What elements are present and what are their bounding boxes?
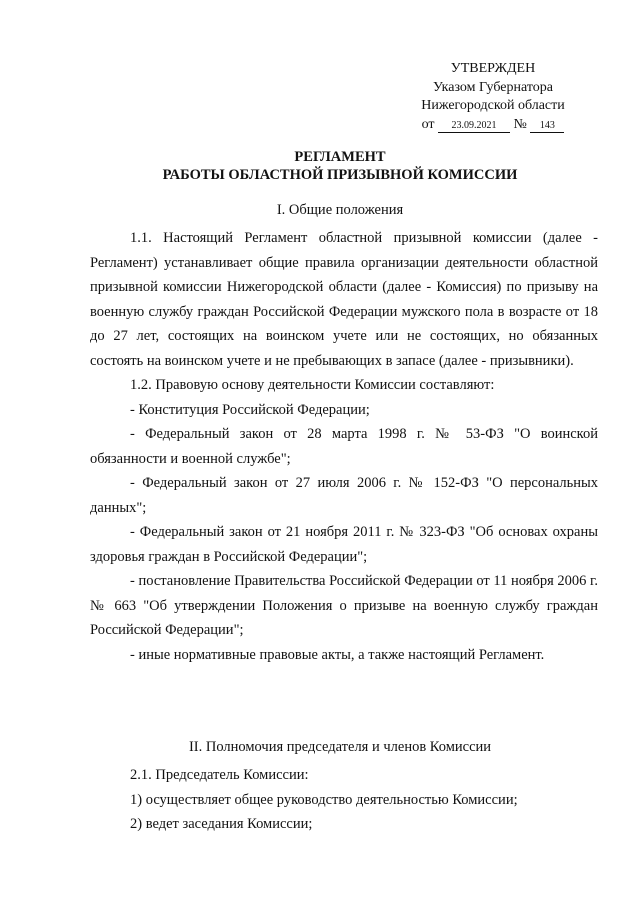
section1-body — [90, 226, 598, 667]
paragraph-2-1: 2.1. Председатель Комиссии: — [130, 767, 309, 783]
document-title: РЕГЛАМЕНТ — [294, 149, 386, 165]
approval-from-label: от — [421, 116, 435, 132]
list-item-constitution: - Конституция Российской Федерации; — [130, 401, 370, 418]
list-item-general-management: 1) осуществляет общее руководство деятельностью Комиссии; — [130, 791, 518, 808]
approval-number: 143 — [530, 120, 564, 133]
approval-line-approved: УТВЕРЖДЕН — [450, 61, 536, 76]
list-item-law-53: - Федеральный закон от 28 марта 1998 г. № 53-ФЗ "О воинской обязанности и военной службе"; — [90, 426, 598, 467]
section2-heading: II. Полномочия председателя и членов Комиссии — [188, 739, 492, 755]
list-item-other-acts: - иные нормативные правовые акты, а также настоящий Регламент. — [130, 646, 545, 663]
approval-line-decree: Указом Губернатора — [432, 79, 554, 95]
approval-line-region: Нижегородской области — [421, 98, 565, 113]
approval-stamp — [398, 60, 588, 134]
paragraph-1-1: 1.1. Настоящий Регламент областной призывной комиссии (далее - Регламент) устанавливает общие правила организации деятельности областной призывной комиссии Нижегородской области (далее - Комиссия) по призыву на военную службу граждан Российской Федерации мужского пола в возрасте от 18 до 27 лет, состоящих на воинском учете или не состоящих, но обязанных состоять на воинском учете и не пребывающих в запасе (далее - призывники). — [90, 230, 598, 369]
approval-number-label: № — [513, 116, 527, 132]
list-item-resolution-663: - постановление Правительства Российской Федерации от 11 ноября 2006 г. № 663 "Об утверждении Положения о призыве на военную службу граждан Российской Федерации"; — [90, 573, 598, 638]
list-item-chairs-meetings: 2) ведет заседания Комиссии; — [130, 816, 313, 832]
document-subtitle: РАБОТЫ ОБЛАСТНОЙ ПРИЗЫВНОЙ КОМИССИИ — [162, 167, 518, 183]
list-item-law-152: - Федеральный закон от 27 июля 2006 г. № 152-ФЗ "О персональных данных"; — [90, 475, 598, 516]
approval-date: 23.09.2021 — [438, 120, 510, 133]
section2-body — [90, 763, 598, 837]
list-item-law-323: - Федеральный закон от 21 ноября 2011 г. № 323-ФЗ "Об основах охраны здоровья граждан в Российской Федерации"; — [90, 524, 598, 565]
section1-heading: I. Общие положения — [276, 202, 404, 218]
paragraph-1-2: 1.2. Правовую основу деятельности Комиссии составляют: — [130, 377, 495, 393]
approval-order-line — [398, 116, 588, 135]
